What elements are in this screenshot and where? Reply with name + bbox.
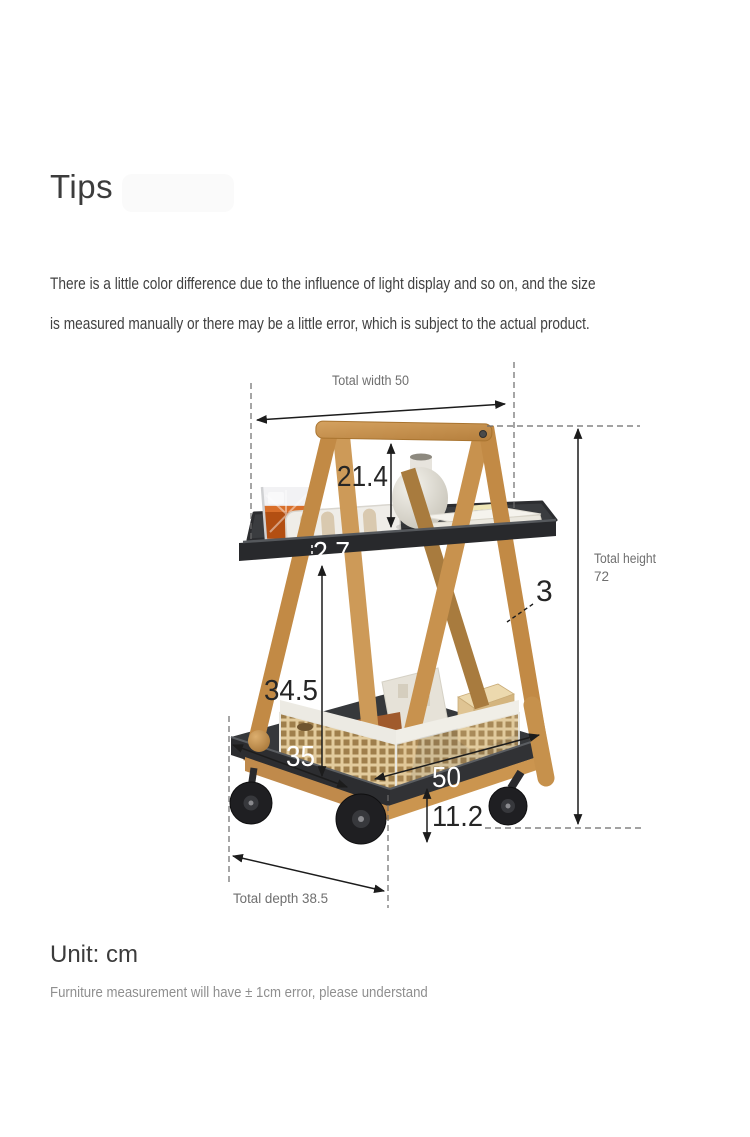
- dim-value-shelf-clearance: 34.5: [264, 675, 318, 707]
- dim-value-tray-depth: 35: [286, 741, 315, 773]
- faint-watermark: [122, 174, 234, 212]
- color-size-disclaimer: [50, 264, 596, 344]
- tips-heading: Tips: [50, 168, 114, 205]
- wooden-ball: [248, 730, 270, 752]
- handle-bolt: [480, 431, 487, 438]
- dim-value-tray-thickness: 2.7: [313, 537, 350, 569]
- dim-value-ground-clearance: 11.2: [432, 801, 483, 833]
- dimension-diagram: [0, 352, 750, 972]
- dim-label-total-width: Total width 50: [332, 373, 409, 388]
- dim-label-total-height: Total height: [594, 551, 657, 566]
- basket-handle-hole: [297, 723, 313, 731]
- disclaimer-line-1: There is a little color difference due to the influence of light display and so on, and the size: [50, 275, 596, 293]
- arrow-total-width: [257, 404, 505, 420]
- dim-label-total-depth: Total depth 38.5: [233, 891, 328, 906]
- dim-value-frame-thickness: 3: [536, 575, 553, 608]
- disclaimer-line-2: is measured manually or there may be a little error, which is subject to the actual product.: [50, 315, 590, 333]
- unit-heading: Unit: cm: [50, 941, 139, 968]
- caster-front-center: [336, 794, 386, 844]
- measurement-error-note: Furniture measurement will have ± 1cm error, please understand: [50, 984, 428, 1001]
- trolley-cart-illustration: [230, 421, 556, 844]
- arrow-total-depth: [233, 856, 384, 891]
- handle-bar: [316, 421, 492, 441]
- dim-value-total-height: 72: [594, 569, 610, 584]
- dim-value-tray-width: 50: [432, 762, 461, 794]
- dim-value-handle-height: 21.4: [337, 461, 388, 493]
